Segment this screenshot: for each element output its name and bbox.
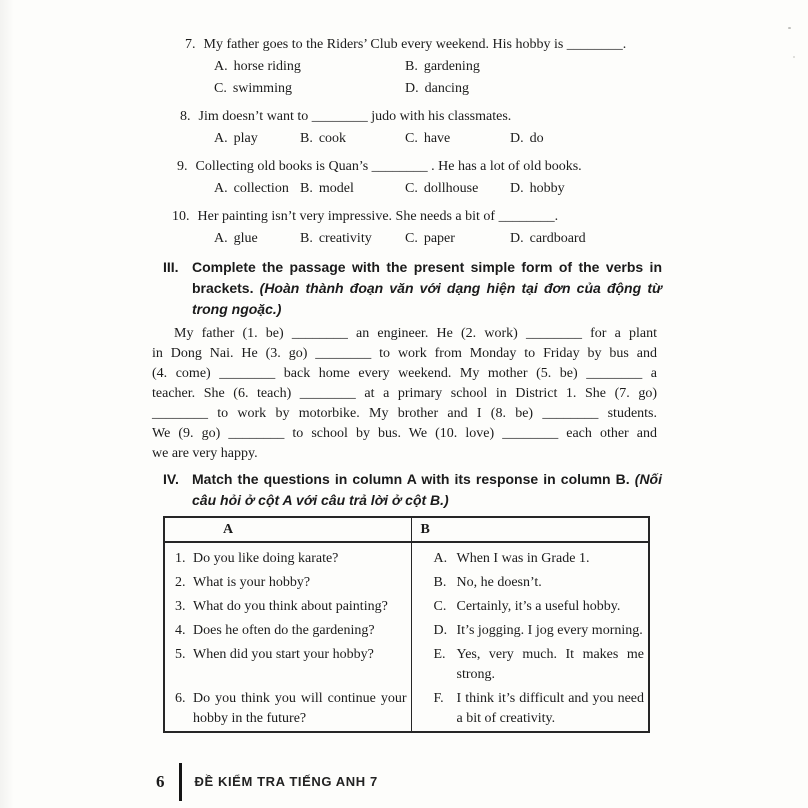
- option-b: B. cook: [300, 131, 347, 146]
- gap-fill-passage: [152, 324, 657, 464]
- answer-options: [214, 56, 655, 100]
- question-cell: 5. When did you start your hobby?: [164, 643, 411, 687]
- question-text: My father goes to the Riders’ Club every weekend. His hobby is ________.: [203, 37, 627, 52]
- response-cell: C. Certainly, it’s a useful hobby.: [433, 599, 621, 614]
- option-c: C. paper: [405, 231, 455, 246]
- passage-line: teacher. She (6. teach) ________ at a primary school in District 1. She (7. go): [152, 386, 657, 401]
- passage-line: in Dong Nai. He (3. go) ________ to work from Monday to Friday by bus and: [152, 346, 657, 361]
- question-8: [150, 106, 655, 150]
- response-cell: A. When I was in Grade 1.: [433, 551, 590, 566]
- table-row: [164, 643, 649, 687]
- table-row: [164, 619, 649, 643]
- option-d: D. hobby: [510, 181, 565, 196]
- question-stem: [180, 106, 655, 127]
- response-cell: E. Yes, very much. It makes me strong.: [433, 647, 644, 682]
- question-cell: 4. Does he often do the gardening?: [164, 619, 411, 643]
- table-row: [164, 542, 649, 571]
- option-c: C. swimming: [214, 81, 292, 96]
- option-a: A. play: [214, 131, 258, 146]
- question-stem: [172, 206, 655, 227]
- question-cell: 3. What do you think about painting?: [164, 595, 411, 619]
- response-cell: D. It’s jogging. I jog every morning.: [433, 623, 643, 638]
- question-9: [150, 156, 655, 200]
- table-row: [164, 687, 649, 732]
- response-cell: B. No, he doesn’t.: [433, 575, 542, 590]
- answer-options: [214, 228, 655, 250]
- option-a: A. horse riding: [214, 59, 301, 74]
- section-iii-heading: [150, 257, 662, 320]
- match-table-header-row: [164, 517, 649, 542]
- section-title-english: Match the questions in column A with its response in column B.: [192, 471, 635, 487]
- option-c: C. have: [405, 131, 451, 146]
- match-table: [163, 516, 650, 733]
- question-number: 8.: [180, 109, 191, 124]
- passage-line: (4. come) ________ back home every weekend. My mother (5. be) ________ a: [152, 366, 657, 381]
- answer-options: [214, 128, 655, 150]
- question-cell: 2. What is your hobby?: [164, 571, 411, 595]
- question-text: Her painting isn’t very impressive. She needs a bit of ________.: [197, 209, 559, 224]
- passage-line: My father (1. be) ________ an engineer. He (2. work) ________ for a plant: [174, 326, 657, 341]
- passage-line: ________ to work by motorbike. My brother and I (8. be) ________ students.: [152, 406, 657, 421]
- section-title-english: Complete the passage with the present simple form of the verbs in brackets.: [192, 259, 662, 296]
- question-10: [150, 206, 655, 250]
- question-stem: [185, 34, 655, 55]
- option-b: B. gardening: [405, 59, 480, 74]
- option-b: B. creativity: [300, 231, 372, 246]
- question-number: 7.: [185, 37, 196, 52]
- option-d: D. do: [510, 131, 544, 146]
- question-number: 10.: [172, 209, 190, 224]
- section-number: IV.: [163, 471, 179, 487]
- option-c: C. dollhouse: [405, 181, 479, 196]
- question-text: Collecting old books is Quan’s ________ . He has a lot of old books.: [195, 159, 582, 174]
- page-content: [150, 34, 662, 733]
- table-row: [164, 571, 649, 595]
- question-stem: [177, 156, 655, 177]
- page-footer: [156, 763, 378, 801]
- passage-line: we are very happy.: [152, 446, 258, 461]
- table-row: [164, 595, 649, 619]
- answer-options: [214, 178, 655, 200]
- passage-line: We (9. go) ________ to school by bus. We (10. love) ________ each other and: [152, 426, 657, 441]
- section-iv-heading: [150, 469, 662, 511]
- question-cell: 6. Do you think you will continue your hobby in the future?: [164, 687, 411, 732]
- question-cell: 1. Do you like doing karate?: [164, 542, 411, 571]
- section-title-vietnamese: (Nối câu hỏi ở cột A với câu trả lời ở cột B.): [192, 471, 662, 508]
- scan-speck: [793, 56, 795, 58]
- option-d: D. cardboard: [510, 231, 586, 246]
- question-number: 9.: [177, 159, 188, 174]
- column-a-header: A: [164, 517, 411, 542]
- section-number: III.: [163, 259, 179, 275]
- footer-divider: [179, 763, 182, 801]
- option-b: B. model: [300, 181, 354, 196]
- section-title-vietnamese: (Hoàn thành đoạn văn với dạng hiện tại đơn của động từ trong ngoặc.): [192, 280, 662, 317]
- option-d: D. dancing: [405, 81, 469, 96]
- scan-speck: [788, 27, 791, 29]
- book-title: ĐỀ KIỂM TRA TIẾNG ANH 7: [194, 774, 378, 789]
- question-text: Jim doesn’t want to ________ judo with his classmates.: [198, 109, 512, 124]
- response-cell: F. I think it’s difficult and you need a bit of creativity.: [433, 691, 644, 726]
- column-b-header: B: [411, 517, 649, 542]
- page-number: 6: [156, 772, 165, 791]
- option-a: A. collection: [214, 181, 289, 196]
- option-a: A. glue: [214, 231, 258, 246]
- question-7: [150, 34, 655, 100]
